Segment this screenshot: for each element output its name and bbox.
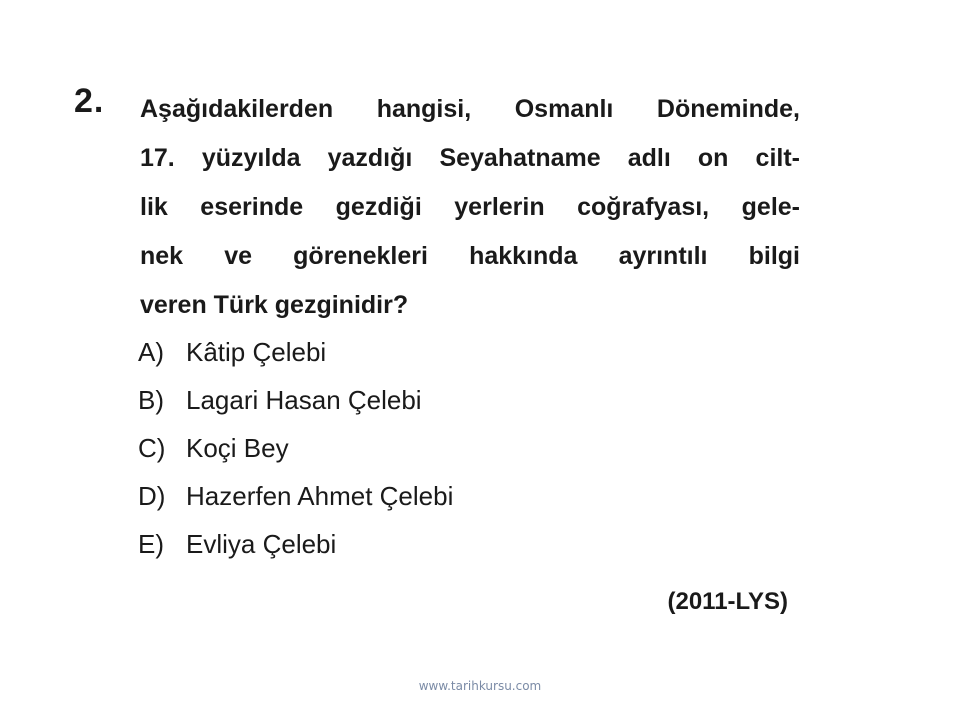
stem-line: veren Türk gezginidir? bbox=[140, 291, 409, 319]
option-text: Kâtip Çelebi bbox=[186, 337, 327, 367]
option-text: Koçi Bey bbox=[186, 433, 289, 463]
option-letter: E) bbox=[138, 529, 164, 559]
watermark: www.tarihkursu.com bbox=[418, 679, 542, 693]
option-text: Evliya Çelebi bbox=[186, 529, 337, 559]
stem-line: lik eserinde gezdiği yerlerin coğrafyası, gele- bbox=[140, 193, 800, 221]
stem-line: Aşağıdakilerden hangisi, Osmanlı Döneminde, bbox=[140, 95, 800, 123]
option-b[interactable] bbox=[138, 382, 453, 430]
answer-options bbox=[138, 334, 453, 574]
option-a[interactable] bbox=[138, 334, 453, 382]
question-stem bbox=[140, 92, 800, 337]
option-letter: C) bbox=[138, 433, 166, 463]
option-text: Lagari Hasan Çelebi bbox=[186, 385, 422, 415]
option-d[interactable] bbox=[138, 478, 453, 526]
option-c[interactable] bbox=[138, 430, 453, 478]
option-e[interactable] bbox=[138, 526, 453, 574]
stem-line: 17. yüzyılda yazdığı Seyahatname adlı on cilt- bbox=[140, 144, 800, 172]
option-letter: B) bbox=[138, 385, 164, 415]
option-letter: D) bbox=[138, 481, 166, 511]
option-text: Hazerfen Ahmet Çelebi bbox=[186, 481, 454, 511]
exam-source: (2011-LYS) bbox=[667, 588, 788, 615]
stem-line: nek ve görenekleri hakkında ayrıntılı bilgi bbox=[140, 242, 800, 270]
question-number: 2. bbox=[74, 82, 105, 120]
option-letter: A) bbox=[138, 337, 164, 367]
